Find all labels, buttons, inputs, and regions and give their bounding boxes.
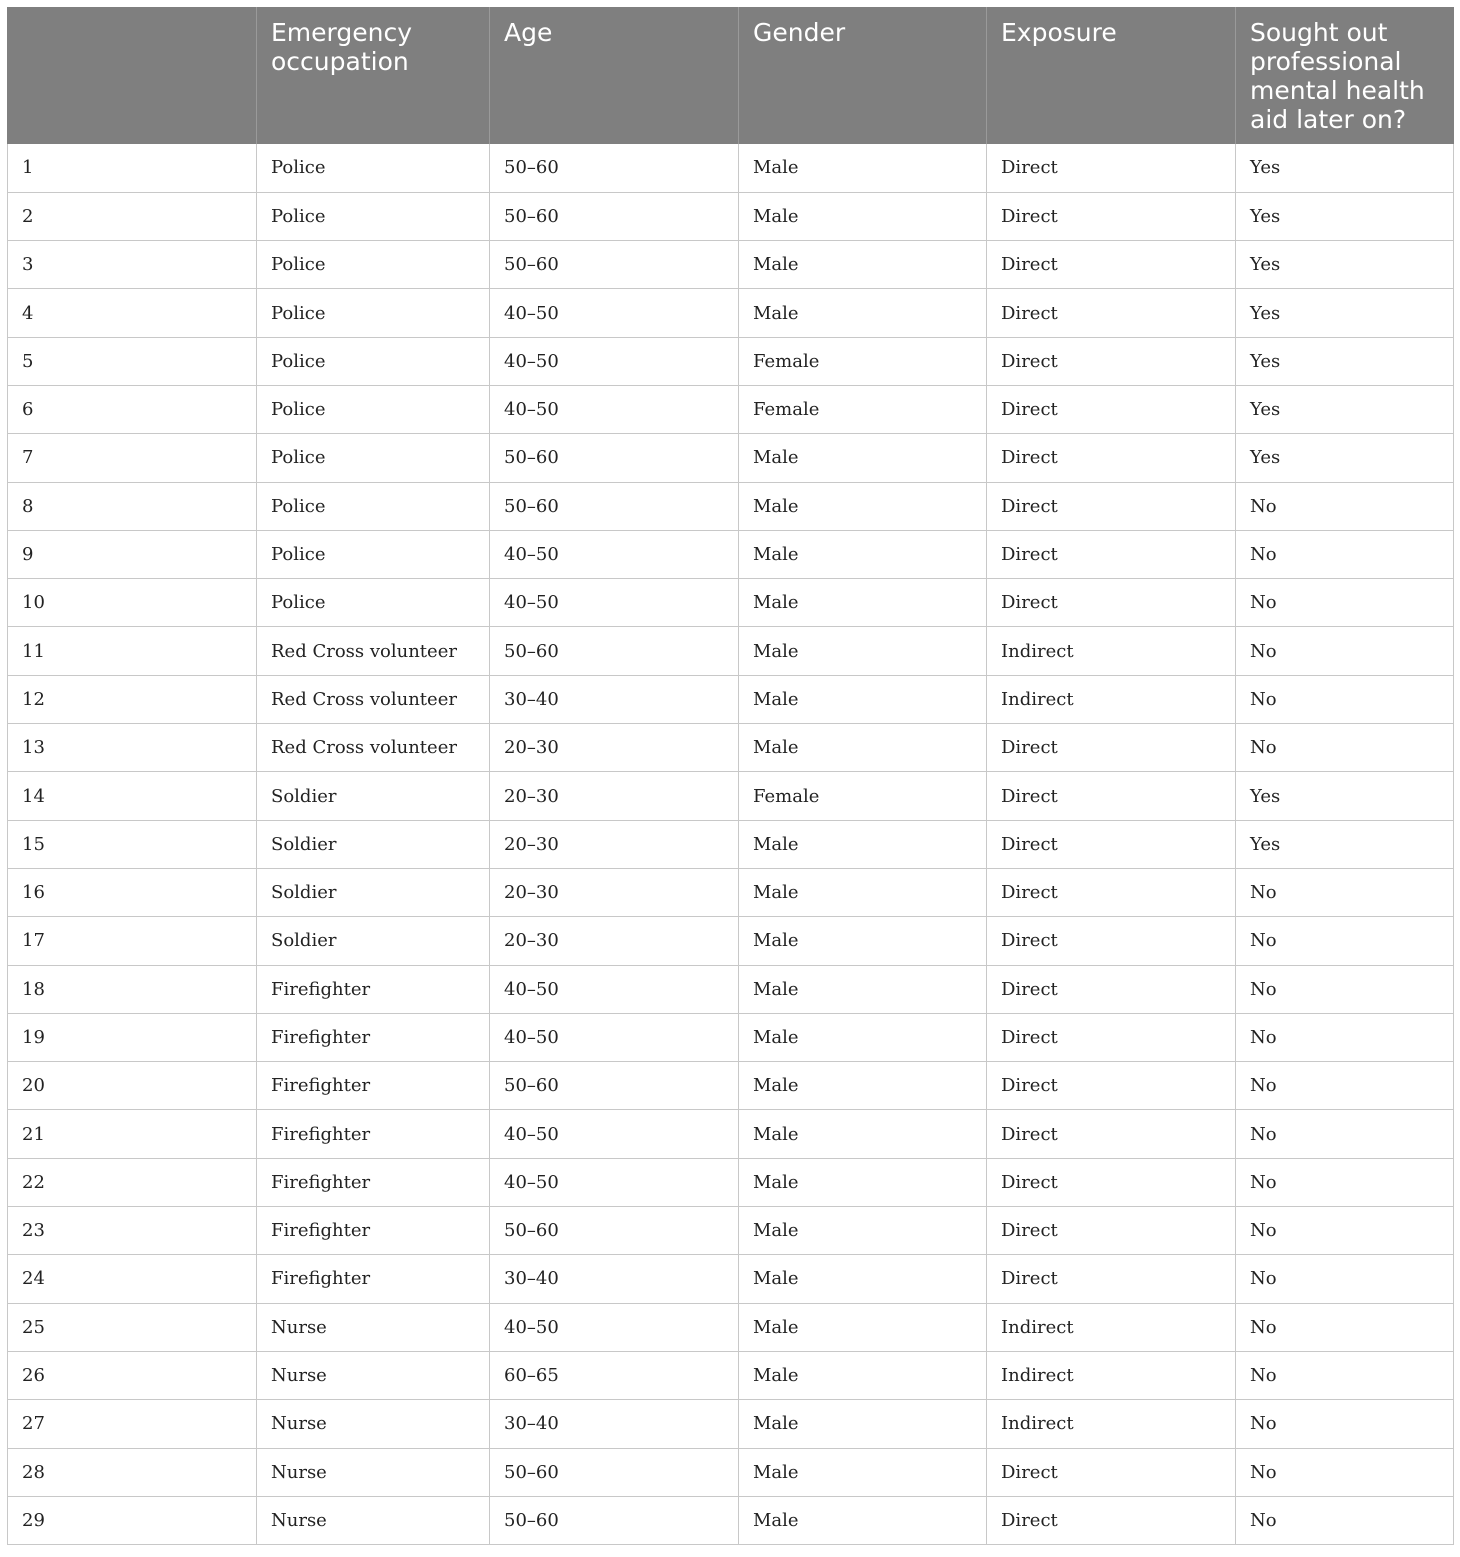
cell-exposure: Direct (987, 1496, 1236, 1544)
cell-age: 20–30 (490, 868, 739, 916)
cell-occupation: Police (257, 289, 490, 337)
cell-id: 22 (8, 1158, 257, 1206)
table-row (8, 820, 1454, 868)
cell-id: 8 (8, 482, 257, 530)
table-row (8, 772, 1454, 820)
cell-exposure: Direct (987, 820, 1236, 868)
cell-gender: Male (739, 917, 987, 965)
cell-age: 30–40 (490, 1255, 739, 1303)
cell-exposure: Direct (987, 337, 1236, 385)
cell-gender: Male (739, 1448, 987, 1496)
table-row (8, 1351, 1454, 1399)
cell-exposure: Direct (987, 724, 1236, 772)
cell-age: 50–60 (490, 1496, 739, 1544)
table-body (8, 144, 1454, 1545)
cell-gender: Male (739, 724, 987, 772)
table-row (8, 868, 1454, 916)
cell-age: 50–60 (490, 192, 739, 240)
cell-exposure: Direct (987, 482, 1236, 530)
cell-exposure: Direct (987, 917, 1236, 965)
cell-age: 20–30 (490, 772, 739, 820)
cell-sought-aid: No (1236, 579, 1454, 627)
cell-age: 40–50 (490, 289, 739, 337)
cell-id: 1 (8, 144, 257, 192)
table-row (8, 1207, 1454, 1255)
header-cell-sought-aid: Sought out professional mental health aid later on? (1236, 7, 1454, 144)
cell-id: 14 (8, 772, 257, 820)
cell-age: 50–60 (490, 1062, 739, 1110)
participants-table-container (7, 7, 1453, 1545)
cell-age: 20–30 (490, 724, 739, 772)
cell-gender: Male (739, 1303, 987, 1351)
cell-age: 40–50 (490, 337, 739, 385)
cell-age: 60–65 (490, 1351, 739, 1399)
cell-age: 50–60 (490, 144, 739, 192)
cell-id: 25 (8, 1303, 257, 1351)
cell-sought-aid: No (1236, 1013, 1454, 1061)
cell-id: 21 (8, 1110, 257, 1158)
table-row (8, 724, 1454, 772)
cell-sought-aid: Yes (1236, 289, 1454, 337)
table-row (8, 144, 1454, 192)
cell-exposure: Indirect (987, 627, 1236, 675)
table-row (8, 965, 1454, 1013)
cell-id: 10 (8, 579, 257, 627)
cell-occupation: Nurse (257, 1351, 490, 1399)
cell-gender: Male (739, 1496, 987, 1544)
cell-exposure: Direct (987, 1013, 1236, 1061)
cell-exposure: Direct (987, 144, 1236, 192)
table-row (8, 579, 1454, 627)
table-row (8, 1303, 1454, 1351)
cell-sought-aid: No (1236, 1158, 1454, 1206)
cell-gender: Male (739, 627, 987, 675)
cell-id: 6 (8, 385, 257, 433)
cell-gender: Male (739, 1158, 987, 1206)
cell-gender: Male (739, 675, 987, 723)
table-row (8, 1062, 1454, 1110)
cell-occupation: Police (257, 192, 490, 240)
cell-occupation: Nurse (257, 1303, 490, 1351)
cell-id: 29 (8, 1496, 257, 1544)
cell-age: 20–30 (490, 917, 739, 965)
cell-sought-aid: No (1236, 724, 1454, 772)
cell-gender: Male (739, 1400, 987, 1448)
cell-sought-aid: No (1236, 530, 1454, 578)
cell-occupation: Soldier (257, 772, 490, 820)
cell-gender: Female (739, 772, 987, 820)
cell-age: 30–40 (490, 1400, 739, 1448)
cell-sought-aid: Yes (1236, 772, 1454, 820)
cell-gender: Male (739, 965, 987, 1013)
cell-sought-aid: No (1236, 917, 1454, 965)
cell-id: 7 (8, 434, 257, 482)
cell-gender: Male (739, 1207, 987, 1255)
table-row (8, 192, 1454, 240)
cell-sought-aid: No (1236, 868, 1454, 916)
cell-age: 50–60 (490, 627, 739, 675)
cell-gender: Male (739, 868, 987, 916)
cell-id: 20 (8, 1062, 257, 1110)
cell-occupation: Nurse (257, 1496, 490, 1544)
cell-sought-aid: No (1236, 1303, 1454, 1351)
table-row (8, 675, 1454, 723)
cell-id: 4 (8, 289, 257, 337)
cell-gender: Male (739, 1255, 987, 1303)
cell-sought-aid: No (1236, 1255, 1454, 1303)
cell-id: 27 (8, 1400, 257, 1448)
cell-id: 2 (8, 192, 257, 240)
cell-age: 40–50 (490, 530, 739, 578)
cell-id: 26 (8, 1351, 257, 1399)
cell-gender: Male (739, 579, 987, 627)
cell-id: 13 (8, 724, 257, 772)
cell-id: 16 (8, 868, 257, 916)
cell-gender: Male (739, 1062, 987, 1110)
cell-exposure: Direct (987, 1158, 1236, 1206)
cell-gender: Male (739, 482, 987, 530)
cell-exposure: Indirect (987, 1303, 1236, 1351)
cell-gender: Male (739, 1110, 987, 1158)
cell-gender: Male (739, 144, 987, 192)
cell-gender: Male (739, 241, 987, 289)
cell-occupation: Firefighter (257, 1062, 490, 1110)
cell-sought-aid: No (1236, 1400, 1454, 1448)
header-cell-gender: Gender (739, 7, 987, 144)
cell-age: 30–40 (490, 675, 739, 723)
table-row (8, 337, 1454, 385)
cell-age: 40–50 (490, 1013, 739, 1061)
cell-gender: Male (739, 192, 987, 240)
cell-exposure: Direct (987, 289, 1236, 337)
cell-age: 40–50 (490, 1303, 739, 1351)
cell-sought-aid: No (1236, 1448, 1454, 1496)
header-cell-occupation: Emergency occupation (257, 7, 490, 144)
cell-id: 12 (8, 675, 257, 723)
cell-occupation: Police (257, 144, 490, 192)
cell-gender: Male (739, 530, 987, 578)
cell-sought-aid: Yes (1236, 192, 1454, 240)
cell-exposure: Indirect (987, 1351, 1236, 1399)
cell-exposure: Direct (987, 579, 1236, 627)
cell-age: 40–50 (490, 385, 739, 433)
cell-occupation: Red Cross volunteer (257, 675, 490, 723)
cell-id: 15 (8, 820, 257, 868)
cell-sought-aid: Yes (1236, 385, 1454, 433)
cell-occupation: Red Cross volunteer (257, 724, 490, 772)
cell-occupation: Firefighter (257, 1255, 490, 1303)
table-row (8, 1013, 1454, 1061)
cell-occupation: Firefighter (257, 965, 490, 1013)
table-row (8, 385, 1454, 433)
cell-age: 40–50 (490, 1158, 739, 1206)
table-row (8, 1448, 1454, 1496)
cell-occupation: Firefighter (257, 1158, 490, 1206)
cell-sought-aid: No (1236, 1496, 1454, 1544)
cell-sought-aid: No (1236, 482, 1454, 530)
cell-exposure: Direct (987, 772, 1236, 820)
cell-id: 3 (8, 241, 257, 289)
table-row (8, 530, 1454, 578)
cell-occupation: Police (257, 482, 490, 530)
cell-gender: Male (739, 1351, 987, 1399)
cell-occupation: Police (257, 530, 490, 578)
cell-occupation: Red Cross volunteer (257, 627, 490, 675)
cell-occupation: Nurse (257, 1448, 490, 1496)
table-row (8, 1496, 1454, 1544)
cell-occupation: Police (257, 579, 490, 627)
table-row (8, 1400, 1454, 1448)
cell-id: 23 (8, 1207, 257, 1255)
header-cell-id (8, 7, 257, 144)
header-row (8, 7, 1454, 144)
cell-exposure: Direct (987, 868, 1236, 916)
cell-occupation: Police (257, 434, 490, 482)
table-header (8, 7, 1454, 144)
cell-exposure: Direct (987, 1110, 1236, 1158)
cell-occupation: Police (257, 241, 490, 289)
cell-sought-aid: Yes (1236, 820, 1454, 868)
cell-occupation: Soldier (257, 868, 490, 916)
cell-exposure: Direct (987, 192, 1236, 240)
cell-exposure: Direct (987, 1255, 1236, 1303)
cell-exposure: Direct (987, 965, 1236, 1013)
cell-sought-aid: No (1236, 965, 1454, 1013)
cell-occupation: Soldier (257, 917, 490, 965)
cell-sought-aid: No (1236, 1207, 1454, 1255)
cell-gender: Male (739, 1013, 987, 1061)
cell-age: 40–50 (490, 965, 739, 1013)
cell-id: 11 (8, 627, 257, 675)
cell-exposure: Direct (987, 1207, 1236, 1255)
cell-age: 20–30 (490, 820, 739, 868)
cell-age: 40–50 (490, 579, 739, 627)
cell-gender: Male (739, 289, 987, 337)
cell-gender: Male (739, 820, 987, 868)
cell-age: 50–60 (490, 241, 739, 289)
cell-gender: Female (739, 337, 987, 385)
cell-age: 50–60 (490, 1448, 739, 1496)
cell-gender: Female (739, 385, 987, 433)
cell-sought-aid: No (1236, 1110, 1454, 1158)
cell-sought-aid: No (1236, 1351, 1454, 1399)
table-row (8, 289, 1454, 337)
header-cell-age: Age (490, 7, 739, 144)
cell-exposure: Direct (987, 1062, 1236, 1110)
cell-age: 50–60 (490, 1207, 739, 1255)
table-row (8, 434, 1454, 482)
cell-id: 28 (8, 1448, 257, 1496)
cell-sought-aid: Yes (1236, 434, 1454, 482)
cell-sought-aid: No (1236, 627, 1454, 675)
table-row (8, 627, 1454, 675)
table-row (8, 1255, 1454, 1303)
cell-id: 5 (8, 337, 257, 385)
cell-age: 50–60 (490, 434, 739, 482)
cell-exposure: Direct (987, 385, 1236, 433)
cell-gender: Male (739, 434, 987, 482)
cell-sought-aid: Yes (1236, 337, 1454, 385)
cell-exposure: Direct (987, 530, 1236, 578)
cell-exposure: Direct (987, 434, 1236, 482)
header-cell-exposure: Exposure (987, 7, 1236, 144)
table-row (8, 241, 1454, 289)
cell-occupation: Soldier (257, 820, 490, 868)
cell-exposure: Indirect (987, 1400, 1236, 1448)
participants-table (7, 7, 1454, 1545)
cell-exposure: Direct (987, 241, 1236, 289)
cell-id: 19 (8, 1013, 257, 1061)
cell-occupation: Firefighter (257, 1110, 490, 1158)
table-row (8, 1158, 1454, 1206)
cell-exposure: Direct (987, 1448, 1236, 1496)
cell-sought-aid: No (1236, 675, 1454, 723)
cell-occupation: Firefighter (257, 1013, 490, 1061)
cell-age: 40–50 (490, 1110, 739, 1158)
cell-occupation: Firefighter (257, 1207, 490, 1255)
table-row (8, 917, 1454, 965)
cell-age: 50–60 (490, 482, 739, 530)
cell-occupation: Police (257, 385, 490, 433)
table-row (8, 482, 1454, 530)
cell-id: 9 (8, 530, 257, 578)
cell-sought-aid: Yes (1236, 144, 1454, 192)
cell-occupation: Police (257, 337, 490, 385)
cell-id: 18 (8, 965, 257, 1013)
table-row (8, 1110, 1454, 1158)
cell-sought-aid: Yes (1236, 241, 1454, 289)
cell-exposure: Indirect (987, 675, 1236, 723)
cell-id: 24 (8, 1255, 257, 1303)
cell-sought-aid: No (1236, 1062, 1454, 1110)
cell-id: 17 (8, 917, 257, 965)
cell-occupation: Nurse (257, 1400, 490, 1448)
